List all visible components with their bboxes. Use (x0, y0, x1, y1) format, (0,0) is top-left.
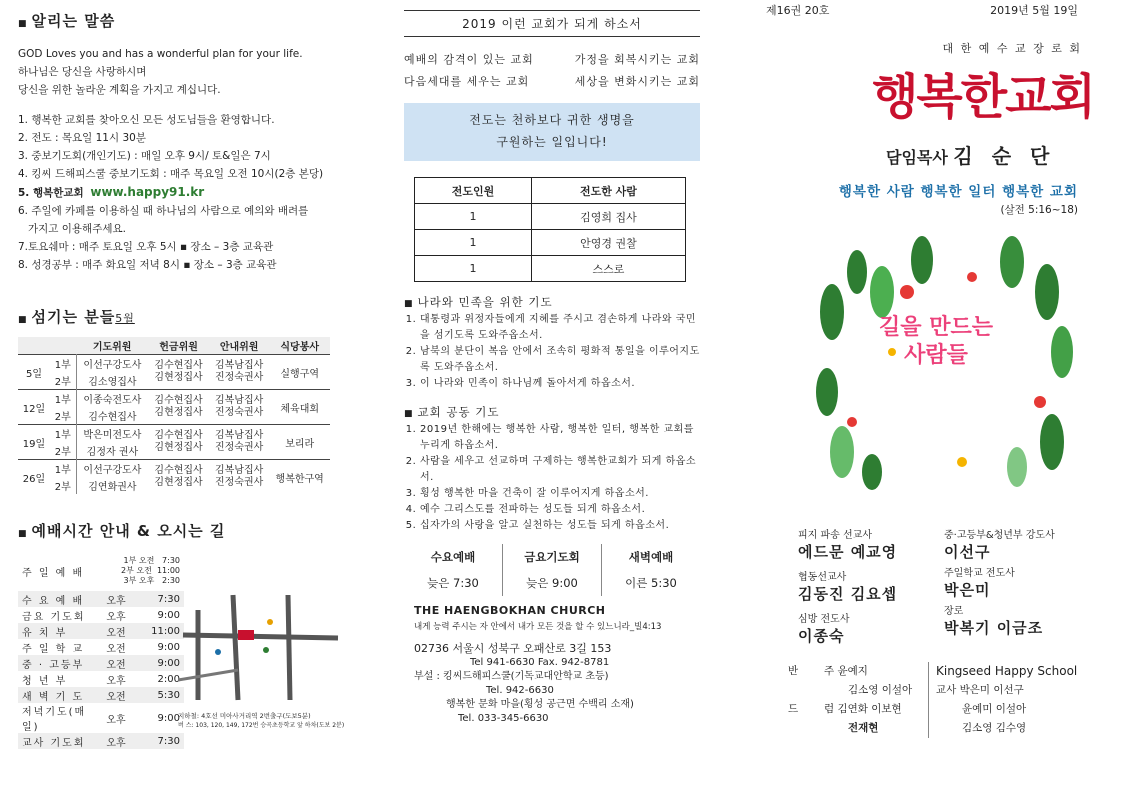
duty-offering: 김수현집사 김현정집사 (148, 425, 209, 460)
duty-title: ■ 섬기는 분들5월 (18, 308, 135, 326)
prayer-item: 2. 사람을 세우고 선교하며 구제하는 행복한교회가 되게 하옵소서. (420, 454, 700, 486)
goal-row: 예배의 감격이 있는 교회 가정을 회복시키는 교회 (404, 53, 700, 66)
service-period: 오후 (94, 591, 138, 607)
duty-service: 1부 (50, 425, 76, 443)
table-row (18, 703, 184, 733)
service-period: 오후 (94, 733, 138, 749)
prayer-item: 3. 횡성 행복한 마을 건축이 잘 이루어지게 하옵소서. (420, 486, 700, 502)
annex: 부설 : 킹씨드해피스쿨(기독교대안학교 초등) (414, 671, 609, 682)
table-row (18, 591, 184, 607)
denomination: 대 한 예 수 교 장 로 회 (942, 42, 1082, 55)
service-time: 9:00 (157, 641, 180, 653)
location-map (178, 590, 343, 730)
duty-service: 1부 (50, 460, 76, 478)
goal-row: 다음세대를 세우는 교회 세상을 변화시키는 교회 (404, 75, 700, 88)
duty-prayer: 박은미전도사 (76, 425, 148, 443)
duty-meal: 실행구역 (269, 355, 330, 390)
pastor: 담임목사 김 순 단 (886, 144, 1056, 168)
table-row (18, 687, 184, 703)
bullet-icon: ■ (18, 529, 28, 539)
sunday-times: 1부 오전 7:30 2부 오전 11:00 3부 오후 2:30 (121, 556, 180, 585)
service-period: 오전 (106, 643, 126, 655)
duty-date: 5일 (18, 355, 50, 390)
duty-header: 식당봉사 (280, 342, 320, 353)
duty-date: 19일 (18, 425, 50, 460)
announcement-item: 7.토요쉐마 : 매주 토요일 오후 5시 ▪ 장소 – 3층 교육관 (18, 241, 274, 253)
staff-entry: 장로 박복기 이금조 (944, 606, 1044, 637)
bullet-icon: ■ (18, 19, 28, 29)
duty-meal: 체육대회 (269, 390, 330, 425)
tree-illustration (812, 232, 1080, 494)
village: 행복한 문화 마을(횡성 공근면 수백리 소재) (446, 699, 634, 710)
band-block: 반 주 윤예지 김소영 이설아 드 럼 김연화 이보현 전재현 (788, 662, 929, 738)
service-time: 9:00 (157, 712, 180, 724)
evangelism-table: 전도인원 전도한 사람 1 김영희 집사 1 안영경 권찰 1 스스로 (414, 177, 686, 282)
map-caption: 버 스: 103, 120, 149, 172번 승곡초등학교 앞 하차(도보 2분) (178, 722, 345, 729)
illustration-title: 길을 만드는 사람들 (879, 315, 993, 368)
duty-usher: 김복남집사 진정숙권사 (209, 355, 270, 390)
phone: Tel 941-6630 Fax. 942-8781 (470, 657, 610, 668)
duty-prayer: 김소영집사 (88, 377, 137, 388)
duty-prayer: 이선구강도사 (76, 355, 148, 373)
duty-prayer: 이선구강도사 (76, 460, 148, 478)
prayer-church-title: ■ 교회 공동 기도 (404, 405, 500, 419)
announcement-item: 4. 킹씨 드해피스쿨 중보기도회 : 매주 목요일 오전 10시(2층 본당) (18, 168, 324, 180)
table-row (18, 655, 184, 671)
service-name: 유 치 부 (18, 623, 94, 639)
service-period: 오전 (94, 623, 138, 639)
service-name: 중 · 고등부 (18, 655, 94, 671)
service-time: 9:00 (157, 609, 180, 621)
verse: 내게 능력 주시는 자 안에서 내가 모든 것을 할 수 있느니라_빌4:13 (414, 622, 662, 632)
duty-section (18, 306, 338, 494)
table-row (18, 390, 330, 408)
table-row (18, 607, 184, 623)
duty-table (18, 337, 330, 494)
announcements-title: ■ 알리는 말씀 (18, 12, 116, 30)
table-row: 1 김영희 집사 (415, 204, 686, 230)
announcement-item: 8. 성경공부 : 매주 화요일 저녁 8시 ▪ 장소 – 3층 교육관 (18, 259, 277, 271)
table-row: 1 스스로 (415, 256, 686, 282)
duty-service: 1부 (50, 390, 76, 408)
duty-service: 2부 (50, 477, 76, 494)
prayer-item: 5. 십자가의 사랑을 알고 실천하는 성도들 되게 하옵소서. (420, 518, 700, 534)
service-name: 주 일 학 교 (22, 643, 85, 655)
duty-service: 2부 (50, 372, 76, 390)
address: 02736 서울시 성북구 오패산로 3길 153 (414, 642, 612, 655)
duty-header: 안내위원 (219, 342, 259, 353)
worship-section (18, 520, 345, 749)
table-row (18, 733, 184, 749)
prayer-item: 1. 대통령과 위정자들에게 지혜를 주시고 겸손하게 나라와 국민을 섬기도록 도와주옵소서. (420, 312, 700, 344)
table-row (18, 460, 330, 478)
intro-line: 하나님은 당신을 사랑하시며 (18, 66, 147, 78)
yearly-title: 2019 이런 교회가 되게 하소서 (404, 10, 700, 37)
table-row: 1 안영경 권찰 (415, 230, 686, 256)
service-name: 금요 기도회 (22, 611, 86, 623)
prayer-church-list (404, 422, 700, 534)
duty-offering: 김수현집사 김현정집사 (148, 355, 209, 390)
worship-times-table (18, 551, 184, 749)
prayer-nation-list (404, 312, 700, 392)
service-time: 9:00 (138, 655, 184, 671)
prayer-item: 1. 2019년 한해에는 행복한 사람, 행복한 일터, 행복한 교회를 누리게 하옵소서. (420, 422, 700, 454)
table-row (18, 425, 330, 443)
prayer-item: 3. 이 나라와 민족이 하나님께 돌아서게 하옵소서. (420, 376, 700, 392)
prayer-item: 2. 남북의 분단이 복음 안에서 조속히 평화적 통일을 이루어지도록 도와주옵소서. (420, 344, 700, 376)
service-time: 2:00 (157, 673, 180, 685)
intro-line: 당신을 위한 놀라운 계획을 가지고 계십니다. (18, 84, 221, 96)
duty-usher: 김복남집사 진정숙권사 (209, 460, 270, 495)
service-name: 새 벽 기 도 (18, 687, 94, 703)
map-caption: 지하철: 4호선 미아사거리역 2번출구(도보5분) (178, 712, 311, 720)
staff-entry: 협동선교사 김동진 김요셉 (798, 572, 898, 603)
announcement-item: 가지고 이용해주세요. (28, 223, 126, 235)
service-time: 11:00 (138, 623, 184, 639)
issue-number: 제16권 20호 (766, 4, 830, 17)
duty-service: 1부 (50, 355, 76, 373)
service-name: 수 요 예 배 (18, 591, 94, 607)
duty-header: 헌금위원 (159, 342, 198, 353)
annex-phone: Tel. 942-6630 (486, 685, 554, 696)
service-period: 오전 (94, 687, 138, 703)
intro-line: GOD Loves you and has a wonderful plan for your life. (18, 48, 303, 60)
table-row (18, 623, 184, 639)
service-time: 7:30 (138, 591, 184, 607)
service-name: 교사 기도회 (18, 733, 94, 749)
worship-title: ■ 예배시간 안내 & 오시는 길 (18, 522, 226, 540)
service-time: 5:30 (138, 687, 184, 703)
right-panel (760, 0, 1110, 794)
duty-prayer: 이종숙전도사 (76, 390, 148, 408)
service-times: 수요예배 늦은 7:30 금요기도회 늦은 9:00 새벽예배 이른 5:30 (404, 544, 700, 596)
church-english-name: THE HAENGBOKHAN CHURCH (414, 604, 606, 617)
website-link[interactable]: www.happy91.kr (90, 185, 205, 199)
church-logo: 행복한교회 (872, 69, 1094, 125)
duty-prayer: 김정자 권사 (86, 447, 139, 458)
motto-reference: (살전 5:16~18) (1000, 204, 1078, 216)
map-drawing (178, 590, 343, 705)
service-name: 청 년 부 (22, 675, 68, 687)
staff-entry: 심방 전도사 이종숙 (798, 614, 850, 645)
prayer-nation-title: ■ 나라와 민족을 위한 기도 (404, 295, 553, 309)
announcement-item: 1. 행복한 교회를 찾아오신 모든 성도님들을 환영합니다. (18, 114, 275, 126)
duty-service: 2부 (50, 442, 76, 460)
table-row (18, 639, 184, 655)
service-time: 7:30 (138, 733, 184, 749)
evangelism-banner: 전도는 천하보다 귀한 생명을 구원하는 일입니다! (404, 103, 700, 161)
duty-service: 2부 (50, 407, 76, 425)
duty-header: 기도위원 (92, 342, 132, 353)
village-phone: Tel. 033-345-6630 (458, 713, 549, 724)
middle-panel (404, 10, 700, 726)
duty-meal: 보리라 (269, 425, 330, 460)
staff-entry: 피지 파송 선교사 에드문 예교영 (798, 530, 898, 561)
announcements-section (18, 10, 338, 274)
service-name: 저녁기도(매일) (22, 707, 87, 733)
duty-prayer: 김연화권사 (88, 482, 137, 493)
service-period: 오후 (106, 611, 126, 623)
service-period: 오후 (106, 714, 126, 726)
table-row (18, 355, 330, 373)
duty-prayer: 김수현집사 (88, 412, 137, 423)
prayer-item: 4. 예수 그리스도를 전파하는 성도들 되게 하옵소서. (420, 502, 700, 518)
service-period: 오전 (94, 655, 138, 671)
duty-usher: 김복남집사 진정숙권사 (209, 425, 270, 460)
motto: 행복한 사람 행복한 일터 행복한 교회 (838, 184, 1078, 200)
announcement-item: 2. 전도 : 목요일 11시 30분 (18, 132, 146, 144)
duty-usher: 김복남집사 진정숙권사 (209, 390, 270, 425)
duty-date: 26일 (18, 460, 50, 495)
service-period: 오후 (106, 675, 126, 687)
duty-offering: 김수현집사 김현정집사 (148, 460, 209, 495)
announcement-item: 5. 행복한교회 www.happy91.kr (18, 185, 205, 199)
bullet-icon: ■ (18, 315, 28, 325)
announcement-item: 6. 주일에 카페를 이용하실 때 하나님의 사람으로 예의와 배려를 (18, 205, 309, 217)
announcement-item: 3. 중보기도회(개인기도) : 매일 오후 9시/ 토&일은 7시 (18, 150, 271, 162)
staff-entry: 중·고등부&청년부 강도사 이선구 (944, 530, 1055, 561)
table-row (18, 671, 184, 687)
duty-meal: 행복한구역 (269, 460, 330, 495)
school-block: Kingseed Happy School 교사 박은미 이선구 윤예미 이설아 김소영 김수영 (936, 664, 1078, 734)
duty-offering: 김수현집사 김현정집사 (148, 390, 209, 425)
service-name: 주 일 예 배 (22, 567, 85, 579)
issue-date: 2019년 5월 19일 (990, 4, 1078, 17)
duty-date: 12일 (18, 390, 50, 425)
staff-entry: 주일학교 전도사 박은미 (944, 568, 1015, 599)
